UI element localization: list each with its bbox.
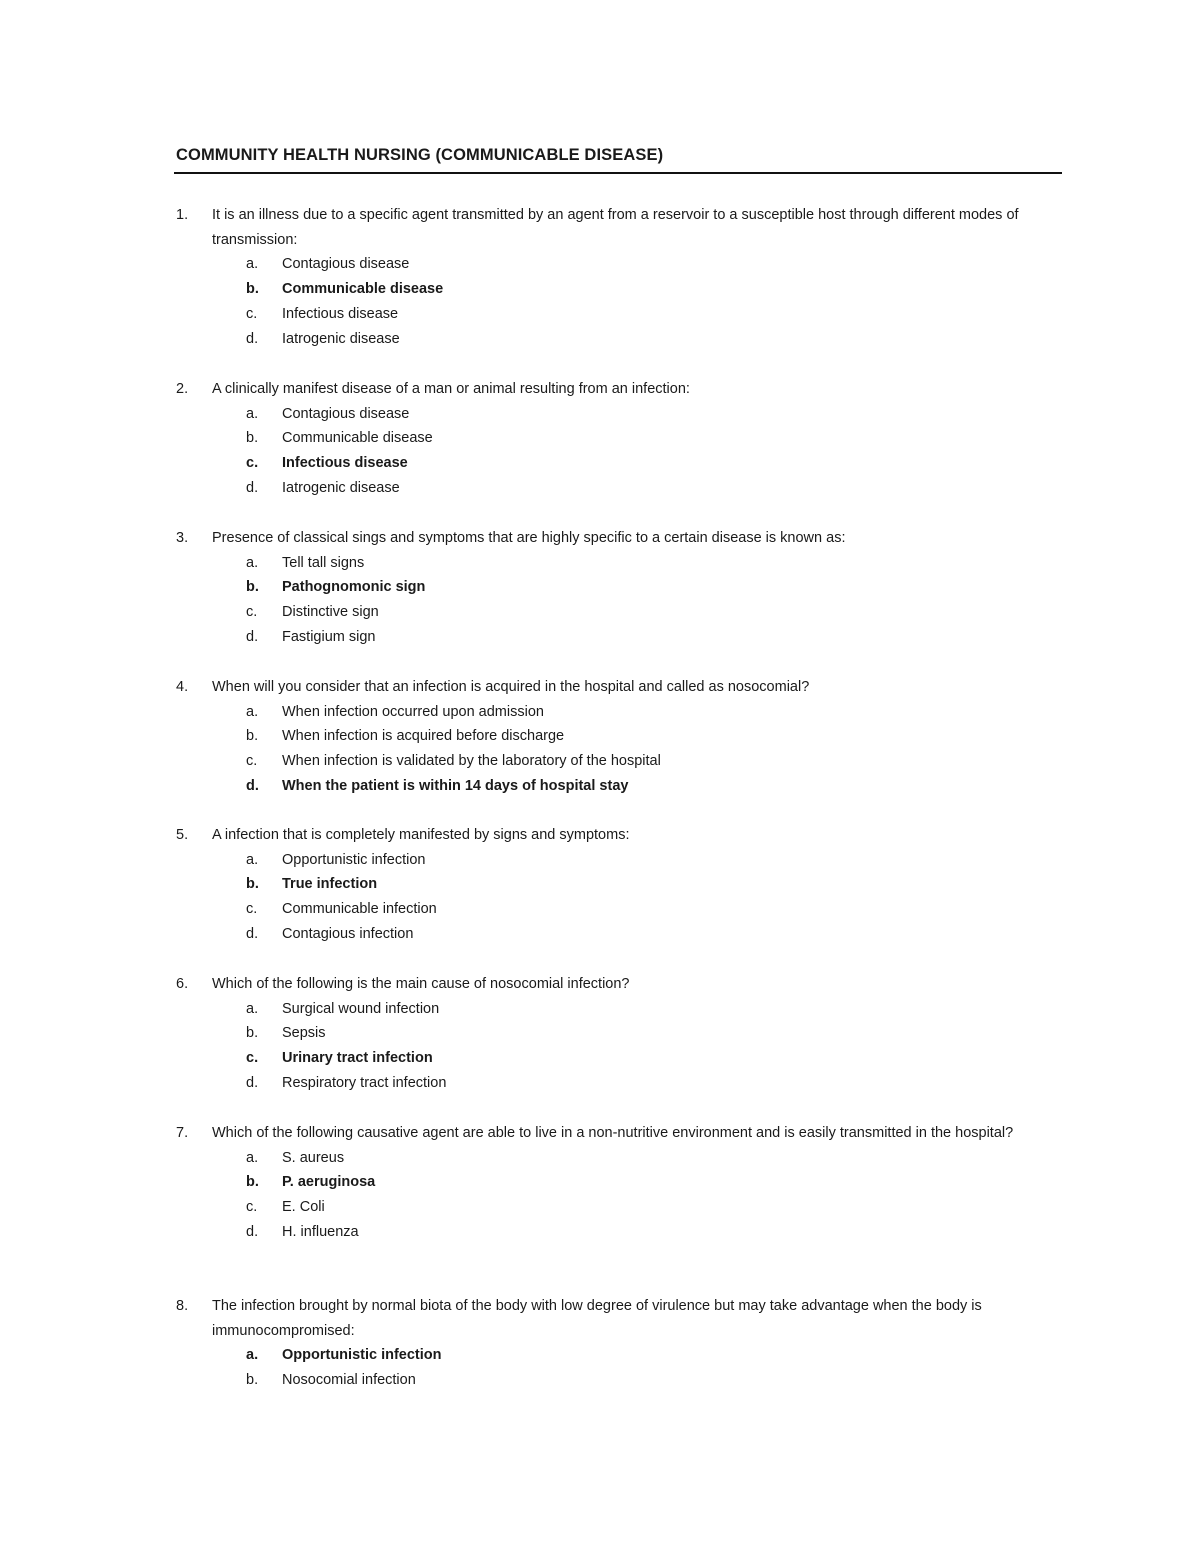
option-text: H. influenza xyxy=(282,1223,359,1240)
option-text: Surgical wound infection xyxy=(282,1000,440,1017)
option-c xyxy=(176,1195,1062,1220)
option-text: Contagious infection xyxy=(282,925,414,942)
question-1 xyxy=(176,203,1062,351)
question-number: 7. xyxy=(176,1125,189,1141)
option-text: Tell tall signs xyxy=(282,554,365,571)
option-text: S. aureus xyxy=(282,1149,345,1166)
option-c xyxy=(176,451,1062,476)
option-letter: d. xyxy=(246,1223,259,1240)
question-number: 2. xyxy=(176,381,189,397)
option-text: Opportunistic infection xyxy=(282,1347,442,1364)
option-letter: c. xyxy=(246,604,258,621)
option-a xyxy=(176,1343,1062,1368)
option-letter: a. xyxy=(246,256,259,273)
option-b xyxy=(176,724,1062,749)
option-text: Respiratory tract infection xyxy=(282,1074,447,1091)
option-text: Communicable infection xyxy=(282,901,437,918)
question-7 xyxy=(176,1121,1062,1245)
option-c xyxy=(176,749,1062,774)
option-c xyxy=(176,1046,1062,1071)
option-letter: c. xyxy=(246,901,258,918)
option-letter: a. xyxy=(246,1000,259,1017)
option-text: Communicable disease xyxy=(282,281,444,298)
option-text: Iatrogenic disease xyxy=(282,479,400,496)
question-2 xyxy=(176,377,1062,501)
option-a xyxy=(176,551,1062,576)
document-title: COMMUNITY HEALTH NURSING (COMMUNICABLE DISEASE) xyxy=(176,146,664,164)
question-3 xyxy=(176,526,1062,650)
option-letter: a. xyxy=(246,1347,259,1364)
option-letter: c. xyxy=(246,455,259,472)
option-text: Iatrogenic disease xyxy=(282,330,400,347)
question-number: 4. xyxy=(176,679,189,695)
question-number: 6. xyxy=(176,976,189,992)
question-5 xyxy=(176,823,1062,947)
option-text: Contagious disease xyxy=(282,405,410,422)
option-text: Fastigium sign xyxy=(282,628,376,645)
option-text: Nosocomial infection xyxy=(282,1372,416,1389)
option-text: Distinctive sign xyxy=(282,604,379,621)
option-c xyxy=(176,600,1062,625)
option-b xyxy=(176,872,1062,897)
option-letter: d. xyxy=(246,777,259,794)
option-b xyxy=(176,575,1062,600)
option-d xyxy=(176,1071,1062,1096)
option-b xyxy=(176,1368,1062,1393)
option-a xyxy=(176,1146,1062,1171)
question-text: It is an illness due to a specific agent transmitted by an agent from a reservoir to a susceptible host through different modes of transmission: xyxy=(212,207,1019,248)
option-text: When infection is acquired before discharge xyxy=(282,728,565,745)
option-text: When infection is validated by the laboratory of the hospital xyxy=(282,753,661,770)
option-letter: a. xyxy=(246,405,259,422)
option-text: Infectious disease xyxy=(282,455,408,472)
option-c xyxy=(176,897,1062,922)
question-text: When will you consider that an infection is acquired in the hospital and called as nosocomial? xyxy=(212,679,810,695)
option-d xyxy=(176,774,1062,799)
option-text: When the patient is within 14 days of hospital stay xyxy=(282,777,629,794)
question-number: 3. xyxy=(176,530,189,546)
option-letter: b. xyxy=(246,1025,259,1042)
option-text: Pathognomonic sign xyxy=(282,579,426,596)
option-letter: a. xyxy=(246,703,259,720)
question-text: A infection that is completely manifested by signs and symptoms: xyxy=(212,827,630,843)
option-a xyxy=(176,700,1062,725)
question-text: Presence of classical sings and symptoms that are highly specific to a certain disease is known as: xyxy=(212,530,846,546)
option-letter: a. xyxy=(246,851,259,868)
option-a xyxy=(176,402,1062,427)
option-d xyxy=(176,1220,1062,1245)
option-text: E. Coli xyxy=(282,1199,325,1216)
option-letter: b. xyxy=(246,1174,259,1191)
option-letter: d. xyxy=(246,330,259,347)
option-a xyxy=(176,848,1062,873)
option-letter: b. xyxy=(246,281,259,298)
option-letter: b. xyxy=(246,430,259,447)
option-d xyxy=(176,922,1062,947)
option-letter: b. xyxy=(246,1372,259,1389)
option-text: Contagious disease xyxy=(282,256,410,273)
option-text: Opportunistic infection xyxy=(282,851,426,868)
option-letter: b. xyxy=(246,728,259,745)
option-letter: d. xyxy=(246,479,259,496)
question-number: 8. xyxy=(176,1298,189,1314)
question-text: Which of the following causative agent are able to live in a non-nutritive environment and is easily transmitted in the hospital? xyxy=(212,1125,1014,1141)
option-letter: d. xyxy=(246,1074,259,1091)
option-letter: c. xyxy=(246,1199,258,1216)
option-text: Infectious disease xyxy=(282,305,399,322)
option-b xyxy=(176,426,1062,451)
option-letter: a. xyxy=(246,554,259,571)
question-8 xyxy=(176,1294,1062,1393)
question-text: A clinically manifest disease of a man or animal resulting from an infection: xyxy=(212,381,690,397)
question-text: The infection brought by normal biota of the body with low degree of virulence but may take advantage when the body is immunocompromised: xyxy=(212,1298,982,1339)
question-number: 5. xyxy=(176,827,189,843)
option-text: Sepsis xyxy=(282,1025,326,1042)
option-a xyxy=(176,997,1062,1022)
option-letter: a. xyxy=(246,1149,259,1166)
option-text: When infection occurred upon admission xyxy=(282,703,544,720)
option-a xyxy=(176,252,1062,277)
option-b xyxy=(176,1170,1062,1195)
option-letter: b. xyxy=(246,876,259,893)
question-number: 1. xyxy=(176,207,189,223)
option-letter: b. xyxy=(246,579,259,596)
option-d xyxy=(176,476,1062,501)
option-b xyxy=(176,277,1062,302)
option-text: Communicable disease xyxy=(282,430,433,447)
question-6 xyxy=(176,972,1062,1096)
option-letter: c. xyxy=(246,1050,259,1067)
question-4 xyxy=(176,675,1062,799)
option-text: Urinary tract infection xyxy=(282,1050,433,1067)
option-letter: c. xyxy=(246,305,258,322)
option-b xyxy=(176,1021,1062,1046)
option-letter: d. xyxy=(246,925,259,942)
option-text: True infection xyxy=(282,876,378,893)
option-d xyxy=(176,625,1062,650)
option-letter: c. xyxy=(246,753,258,770)
option-c xyxy=(176,302,1062,327)
title-underline xyxy=(174,172,1062,174)
option-letter: d. xyxy=(246,628,259,645)
option-text: P. aeruginosa xyxy=(282,1174,376,1191)
question-text: Which of the following is the main cause of nosocomial infection? xyxy=(212,976,630,992)
option-d xyxy=(176,327,1062,352)
